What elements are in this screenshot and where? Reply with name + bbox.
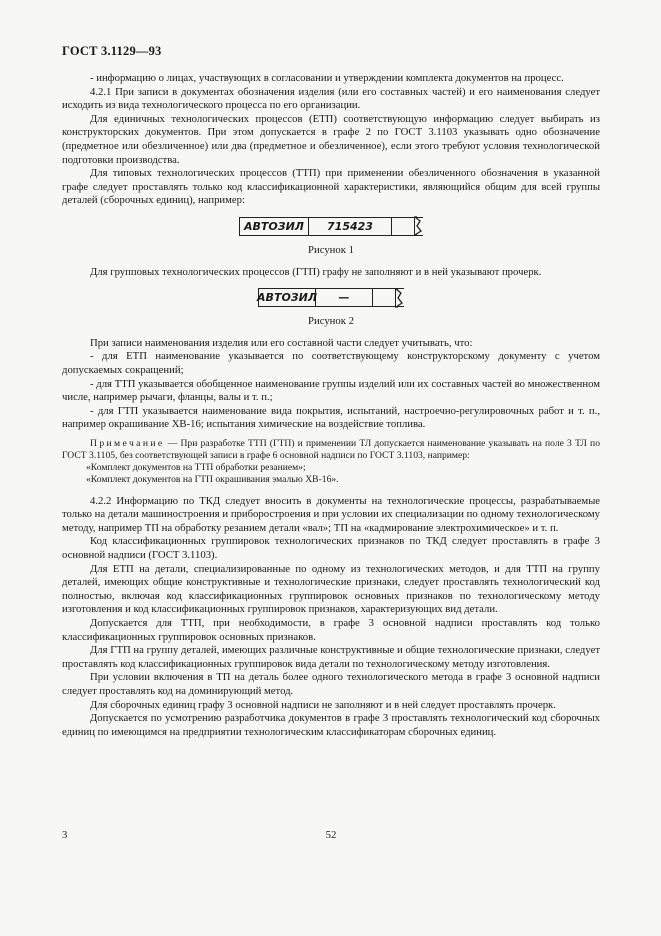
paragraph: Допускается для ТТП, при необходимости, в графе 3 основной надписи проставлять код только классификационных группировок основных признаков. <box>62 617 600 643</box>
figure-1 <box>62 217 600 236</box>
figure-2-field <box>258 288 404 307</box>
paragraph: При записи наименования изделия или его составной части следует учитывать, что: <box>90 336 473 349</box>
footer-left-mark: 3 <box>62 829 68 841</box>
paragraph: 4.2.1 При записи в документах обозначения изделия (или его составных частей) и его наименования следует исходить из вида технологического процесса по его организации. <box>62 85 600 112</box>
figure-2 <box>62 288 600 307</box>
figure-2-caption: Рисунок 2 <box>308 315 354 328</box>
paragraph: При условии включения в ТП на деталь более одного технологического метода в графе 3 основной надписи следует проставлять код на доминирующий метод. <box>62 671 600 697</box>
figure-2-cell-dash: — <box>316 289 373 306</box>
figure-2-cell-empty <box>373 289 396 306</box>
document-page <box>62 0 600 936</box>
list-item: - для ТТП указывается обобщенное наименование группы изделий или их составных частей во множественном числе, например рычаги, фланцы, валы и т. п.; <box>62 377 600 404</box>
figure-1-cell-number: 715423 <box>309 218 392 235</box>
paragraph: Для ГТП на группу деталей, имеющих различные конструктивные и общие технологические признаки, следует проставлять код классификационных группировок вида детали по технологическому методу изготовления. <box>62 644 600 670</box>
figure-1-cell-empty <box>392 218 415 235</box>
list-item: - для ЕТП наименование указывается по соответствующему конструкторскому документу с учетом допускаемых сокращений; <box>62 350 600 376</box>
paragraph: Код классификационных группировок технологических признаков по ТКД следует проставлять в графе 3 основной надписи (ГОСТ 3.1103). <box>62 535 600 562</box>
note-text: — При разработке ТТП (ГТП) и применении ТЛ допускается наименование указывать на поле 3 ТЛ по ГОСТ 3.1105, без соответствующей записи в графе 6 основной надписи по ГОСТ 3.1103, например: <box>62 437 600 462</box>
paragraph: Допускается по усмотрению разработчика документов в графе 3 проставлять технологический код сборочных единиц по имеющимся на предприятии технологическим классификаторам сборочных единиц. <box>62 712 600 738</box>
document-body <box>62 72 600 739</box>
note-label: Примечание <box>90 437 165 449</box>
figure-2-cell-code: АВТОЗИЛ <box>259 289 316 306</box>
figure-1-caption: Рисунок 1 <box>308 243 354 256</box>
page-number: 52 <box>325 829 337 841</box>
figure-1-torn-edge <box>415 218 423 235</box>
note-example: «Комплект документов на ГТП окрашивания эмалью ХВ-16». <box>86 474 339 486</box>
note-block <box>62 438 600 487</box>
paragraph: Для сборочных единиц графу 3 основной надписи не заполняют и в ней следует проставлять прочерк. <box>90 698 556 711</box>
paragraph: Для типовых технологических процессов (ТТП) при применении обезличенного обозначения в указанной графе следует проставлять только код классификационной характеристики, являющийся общим для всей группы деталей (сборочных единиц), например: <box>62 167 600 207</box>
document-header: ГОСТ 3.1129—93 <box>62 44 162 58</box>
paragraph: 4.2.2 Информацию по ТКД следует вносить в документы на технологические процессы, разрабатываемые только на детали машиностроения и приборостроения и при условии их специализации по одному технологическому методу, например ТП на обработку резанием детали «вал»; ТП на «кадмирование электрохимическое» и т. п. <box>62 494 600 534</box>
figure-1-field <box>239 217 423 236</box>
figure-2-torn-edge <box>396 289 404 306</box>
figure-1-cell-code: АВТОЗИЛ <box>240 218 309 235</box>
list-item: - для ГТП указывается наименование вида покрытия, испытаний, настроечно-регулировочных работ и т. п., например окрашивание ХВ-16; испытания химические на воздействие топлива. <box>62 404 600 431</box>
paragraph: Для групповых технологических процессов (ГТП) графу не заполняют и в ней указывают прочерк. <box>90 265 542 278</box>
paragraph: - информацию о лицах, участвующих в согласовании и утверждении комплекта документов на процесс. <box>90 72 564 84</box>
paragraph: Для единичных технологических процессов (ЕТП) соответствующую информацию следует выбирать из конструкторских документов. При этом допускается в графе 2 по ГОСТ 3.1103 указывать одно обозначение (предметное или обезличенное) или два (предметное и обезличенное), если этого требуют условия технологической подготовки производства. <box>62 112 600 166</box>
note-example: «Комплект документов на ТТП обработки резанием»; <box>86 462 306 474</box>
paragraph: Для ЕТП на детали, специализированные по одному из технологических методов, и для ТТП на группу деталей, имеющих общие конструктивные и технологические признаки, следует проставлять технологический код полностью, включая код классификационных группировок основных признаков по технологическому методу изготовления и код классификационных группировок признаков, характеризующих вид детали. <box>62 562 600 616</box>
